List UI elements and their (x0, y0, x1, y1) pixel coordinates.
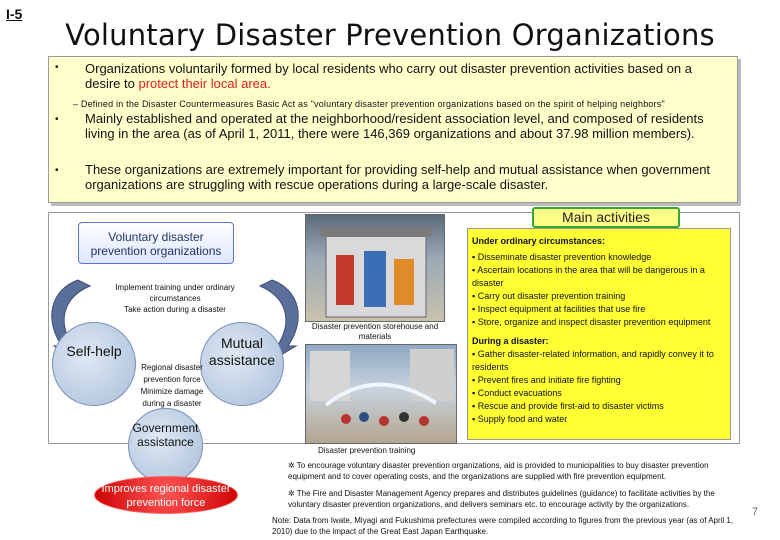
footnote-guidelines-text: The Fire and Disaster Management Agency prepares and distributes guidelines (guidance) to facilitate activities by the voluntary disaster prevention organizations, and delivers seminars etc. to encourage activity by the organizations. (288, 489, 715, 509)
implement-line-2: Take action during a disaster (124, 305, 226, 314)
ordinary-item-text: Store, organize and inspect disaster prevention equipment (477, 317, 711, 327)
equipment-red (336, 255, 354, 305)
disaster-item: ▪ Gather disaster-related information, and rapidly convey it to residents (472, 349, 714, 372)
star-icon: ✲ (288, 461, 297, 470)
intro-highlight: protect their local area. (138, 76, 271, 91)
disaster-item: ▪ Prevent fires and initiate fire fighting (472, 375, 621, 385)
ordinary-item-text: Inspect equipment at facilities that use fire (477, 304, 646, 314)
regional-line-2: Minimize damage during a disaster (140, 387, 204, 408)
implement-line-1: Implement training under ordinary circumstances (115, 283, 235, 303)
ordinary-item-text: Disseminate disaster prevention knowledge (477, 252, 652, 262)
disaster-heading: During a disaster: (472, 336, 549, 346)
mutual-assistance-circle: Mutual assistance (200, 322, 284, 406)
activities-box (467, 228, 731, 440)
disaster-item-text: Gather disaster-related information, and rapidly convey it to residents (472, 349, 714, 372)
equipment-orange (394, 259, 414, 305)
training-caption: Disaster prevention training (318, 446, 416, 455)
person-4 (399, 412, 409, 422)
person-2 (359, 412, 369, 422)
disaster-item-text: Supply food and water (477, 414, 568, 424)
intro-text: Organizations voluntarily formed by local residents who carry out disaster prevention activities based on a desire to (85, 61, 692, 91)
footnote-guidelines (288, 488, 733, 510)
training-photo (305, 344, 457, 444)
disaster-item-text: Prevent fires and initiate fire fighting (477, 375, 621, 385)
storehouse-caption: Disaster prevention storehouse and materials (311, 322, 439, 341)
person-3 (379, 416, 389, 426)
main-activities-label: Main activities (532, 207, 680, 228)
ordinary-item: ▪ Disseminate disaster prevention knowledge (472, 252, 652, 262)
self-help-circle: Self-help (52, 322, 136, 406)
star-icon: ✲ (288, 489, 297, 498)
ordinary-item: ▪ Ascertain locations in the area that will be dangerous in a disaster (472, 265, 705, 288)
government-assistance-circle: Government assistance (128, 408, 203, 483)
training-illustration (306, 345, 457, 444)
bullet: • (55, 165, 59, 176)
ordinary-item-text: Carry out disaster prevention training (477, 291, 626, 301)
definition-line: – Defined in the Disaster Countermeasures Basic Act as "voluntary disaster prevention organizations based on the spirit of helping neighbors" (73, 99, 665, 109)
intro-paragraph-1 (85, 61, 730, 91)
footnote-aid-text: To encourage voluntary disaster prevention organizations, aid is provided to municipalities to buy disaster prevention equipment and to cover operating costs, and the organizations are supplied with fire prevention equipment. (288, 461, 709, 481)
implement-note (95, 282, 255, 315)
disaster-item: ▪ Rescue and provide first-aid to disaster victims (472, 401, 664, 411)
ordinary-item: ▪ Inspect equipment at facilities that use fire (472, 304, 646, 314)
intro-paragraph-3: These organizations are extremely important for providing self-help and mutual assistance when government organizations are struggling with rescue operations during a large-scale disaster. (85, 162, 711, 192)
ordinary-item: ▪ Store, organize and inspect disaster prevention equipment (472, 317, 711, 327)
footnote-aid (288, 460, 733, 482)
bullet: • (55, 62, 59, 73)
data-note: Note: Data from Iwate, Miyagi and Fukushima prefectures were compiled according to figures from the previous year (as of April 1, 2010) due to the impact of the Great East Japan Earthquake. (272, 516, 734, 536)
ordinary-item-text: Ascertain locations in the area that will be dangerous in a disaster (472, 265, 705, 288)
disaster-item-text: Conduct evacuations (477, 388, 562, 398)
slide-id: I-5 (6, 6, 23, 22)
intro-box (48, 56, 738, 203)
storehouse-photo (305, 214, 445, 322)
regional-line-1: Regional disaster prevention force (141, 363, 203, 384)
page-number: 7 (752, 506, 759, 518)
equipment-blue (364, 251, 386, 307)
bullet: • (55, 114, 59, 125)
storehouse-illustration (306, 215, 445, 322)
person-1 (341, 414, 351, 424)
improves-force-oval: Improves regional disaster prevention force (94, 476, 238, 514)
regional-force-note (132, 362, 212, 410)
disaster-item-text: Rescue and provide first-aid to disaster victims (477, 401, 664, 411)
org-box: Voluntary disaster prevention organizations (78, 222, 234, 264)
ordinary-item: ▪ Carry out disaster prevention training (472, 291, 626, 301)
intro-paragraph-2: Mainly established and operated at the neighborhood/resident association level, and composed of residents living in the area (as of April 1, 2011, there were 146,369 organizations and about 37.98 million members). (85, 111, 704, 141)
person-5 (419, 416, 429, 426)
disaster-item: ▪ Supply food and water (472, 414, 568, 424)
shed-roof (320, 227, 432, 237)
disaster-item: ▪ Conduct evacuations (472, 388, 562, 398)
ordinary-heading: Under ordinary circumstances: (472, 236, 606, 246)
page-title: Voluntary Disaster Prevention Organizations (65, 18, 715, 52)
